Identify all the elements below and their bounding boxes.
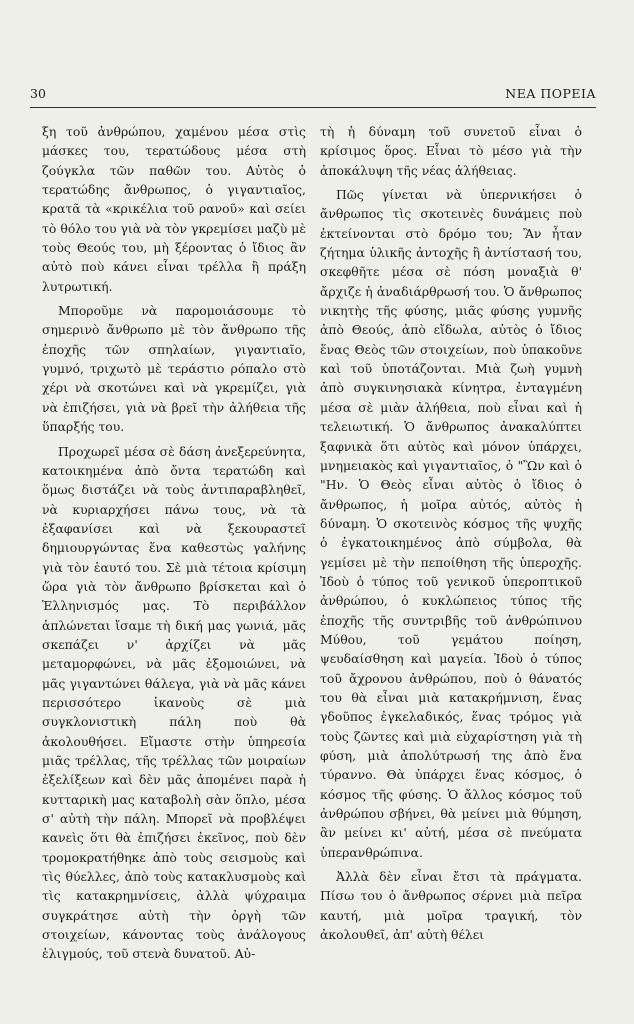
paragraph: Ἀλλὰ δὲν εἶναι ἔτσι τὰ πράγματα. Πίσω του ὁ ἄνθρωπος σέρνει μιὰ πεῖρα καυτή, μιὰ μοῖρα τραγική, τὸν ἀκολουθεῖ, ἀπ' αὐτὴ θέλει	[320, 869, 582, 943]
paragraph: Προχωρεῖ μέσα σὲ δάση ἀνεξερεύνητα, κατοικημένα ἀπὸ ὄντα τερατώδη καὶ ὅμως διστάζει νὰ τοὺς ἀντιπαραβληθεῖ, νὰ κυριαρχήσει πάνω τους, νὰ τὰ ἐξαφανίσει καὶ νὰ ξεκουραστεῖ δημιουργώντας ἕνα καθεστὼς γαλήνης γιὰ τὸν ἑαυτό του. Σὲ μιὰ τέτοια κρίσιμη ὥρα γιὰ τὸν ἄνθρωπο βρίσκεται καὶ ὁ Ἑλληνισμός μας. Τὸ περιβάλλον ἁπλώνεται ἴσαμε τὴ δική μας γωνιά, μᾶς σκεπάζει ν' ἀρχίζει νὰ μᾶς μεταμορφώνει, νὰ μᾶς ἐξομοιώνει, νὰ μᾶς γιγαντώνει θάλεγα, γιὰ νὰ μᾶς κάνει περισσότερο ἱκανοὺς σὲ μιὰ συγκλονιστικὴ πάλη ποὺ θὰ ἀκολουθήσει. Εἴμαστε στὴν ὑπηρεσία μιᾶς τρέλλας, τῆς τρέλλας τῶν μοιραίων ἐξελίξεων καὶ δὲν μᾶς ἀπομένει παρὰ ἡ κυτταρικὴ μας καταβολὴ σὰν ὅπλο, μέσα σ' αὐτὴ τὴν πάλη. Μπορεῖ νὰ προβλέψει κανεὶς ὅτι θὰ ἐπιζήσει ἐκεῖνος, ποὺ δὲν τρομοκρατήθηκε ἀπὸ τοὺς σεισμοὺς καὶ τὶς θύελλες, ἀπὸ τοὺς κατακλυσμοὺς καὶ τὶς κατακρημνίσεις, ἀλλὰ ψύχραιμα συγκράτησε αὐτὴ τὴν ὀργὴ τῶν στοιχείων, κάνοντας τοὺς ἀνάλογους ἑλιγμούς, τοῦ στενὰ δυνατοῦ. Αὐ-	[42, 443, 306, 962]
page-header	[30, 86, 596, 106]
right-column	[320, 122, 582, 944]
page-number: 30	[30, 86, 46, 101]
journal-title: ΝΕΑ ΠΟΡΕΙΑ	[505, 86, 596, 101]
paragraph: τὴ ἡ δύναμη τοῦ συνετοῦ εἶναι ὁ κρίσιμος ὅρος. Εἶναι τὸ μέσο γιὰ τὴν ἀποκάλυψη τῆς νέας ἀλήθειας.	[320, 124, 582, 178]
paragraph: Μποροῦμε νὰ παρομοιάσουμε τὸ σημερινὸ ἄνθρωπο μὲ τὸν ἄνθρωπο τῆς ἐποχῆς τῶν σπηλαίων, γιγαντιαῖο, γυμνό, τριχωτὸ μὲ τεράστιο ρόπαλο στὸ χέρι νὰ σκοτώνει καὶ νὰ γκρεμίζει, γιὰ νὰ ἐπιζήσει, γιὰ νὰ βρεῖ τὴν ἀλήθεια τῆς ὕπαρξής του.	[42, 303, 306, 435]
paragraph: Πῶς γίνεται νὰ ὑπερνικήσει ὁ ἄνθρωπος τὶς σκοτεινὲς δυνάμεις ποὺ ἐκτείνονται στὸ δρόμο του; Ἂν ἦταν ζήτημα ὑλικῆς ἀντοχῆς ἢ ἀντίστασή του, σκεφθῆτε μέσα σὲ πόση μοναξιὰ θ' ἄρχιζε ἡ ἀναδιάρθρωσή του. Ὁ ἄνθρωπος νικητὴς τῆς φύσης, μιᾶς φύσης γυμνῆς ἀπὸ Θεούς, ἀπὸ εἴδωλα, αὐτὸς ὁ ἴδιος ἕνας Θεὸς τῶν στοιχείων, ποὺ ὑπακοῦνε καὶ τοῦ ὑποτάζονται. Μιὰ ζωὴ γυμνὴ ἀπὸ συγκινησιακὰ κίνητρα, ἐνταγμένη μέσα σὲ μιὰν ἀλήθεια, ποὺ εἶναι καὶ ἡ τελειωτική. Ὁ ἄνθρωπος ἀνακαλύπτει ξαφνικὰ ὅτι αὐτὸς καὶ μόνον ὑπάρχει, μνημειακὸς καὶ γιγαντιαῖος, ὁ "Ὢν καὶ ὁ "Ην. Ὁ Θεὸς εἶναι αὐτὸς ὁ ἴδιος ὁ ἄνθρωπος, ἡ μοῖρα αὐτός, αὐτὸς ἡ δύναμη. Ὁ σκοτεινὸς κόσμος τῆς ψυχῆς ὁ ἐγκατοικημένος ἀπὸ σύμβολα, θὰ γεμίσει μὲ τὴν πεποίθηση τῆς ὑπεροχῆς. Ἰδοὺ ὁ τύπος τοῦ γενικοῦ ὑπεροπτικοῦ ἀνθρώπου, ὁ κυκλώπειος τύπος τῆς ἐποχῆς τῆς συντριβῆς τοῦ ἀνθρώπινου Μύθου, τοῦ γεμάτου ποίηση, ψευδαίσθηση καὶ μαγεία. Ἰδοὺ ὁ τύπος τοῦ ἄχρονου ἀνθρώπου, ποὺ ὁ θάνατός του θὰ εἶναι μιὰ κατακρήμνιση, ἕνας γδοῦπος ἐγκελαδικός, ἕνας τρόμος γιὰ τοὺς ζῶντες καὶ μιὰ εὐχαρίστηση γιὰ τὴ φύση, μιὰ ἀπολύτρωσή της ἀπὸ ἕνα τύραννο. Θὰ ὑπάρχει ἕνας κόσμος, ὁ κόσμος τῆς φύσης. Ὁ ἄλλος κόσμος τοῦ ἀνθρώπου σβήνει, θὰ μείνει μιὰ θύμηση, ἂν μείνει κι' αὐτή, μέσα σὲ πνεύματα ὑπερανθρώπινα.	[320, 187, 582, 860]
paragraph: ξη τοῦ ἀνθρώπου, χαμένου μέσα στὶς μάσκες του, τερατώδους μέσα στὴ ζούγκλα τῶν παθῶν του. Αὐτὸς ὁ τερατώδης ἄνθρωπος, ὁ γιγαντιαῖος, κρατᾶ τὰ «κρικέλια τοῦ ρανοῦ» καὶ σείει τὸ θόλο του γιὰ νὰ τὸν γκρεμίσει μαζὺ μὲ τοὺς Θεούς του, μὴ ξέροντας ὁ ἴδιος ἂν αὐτὸ ποὺ κάνει εἶναι τρέλλα ἢ πράξη λυτρωτική.	[42, 124, 306, 294]
header-rule	[30, 107, 596, 108]
left-column	[42, 122, 306, 964]
